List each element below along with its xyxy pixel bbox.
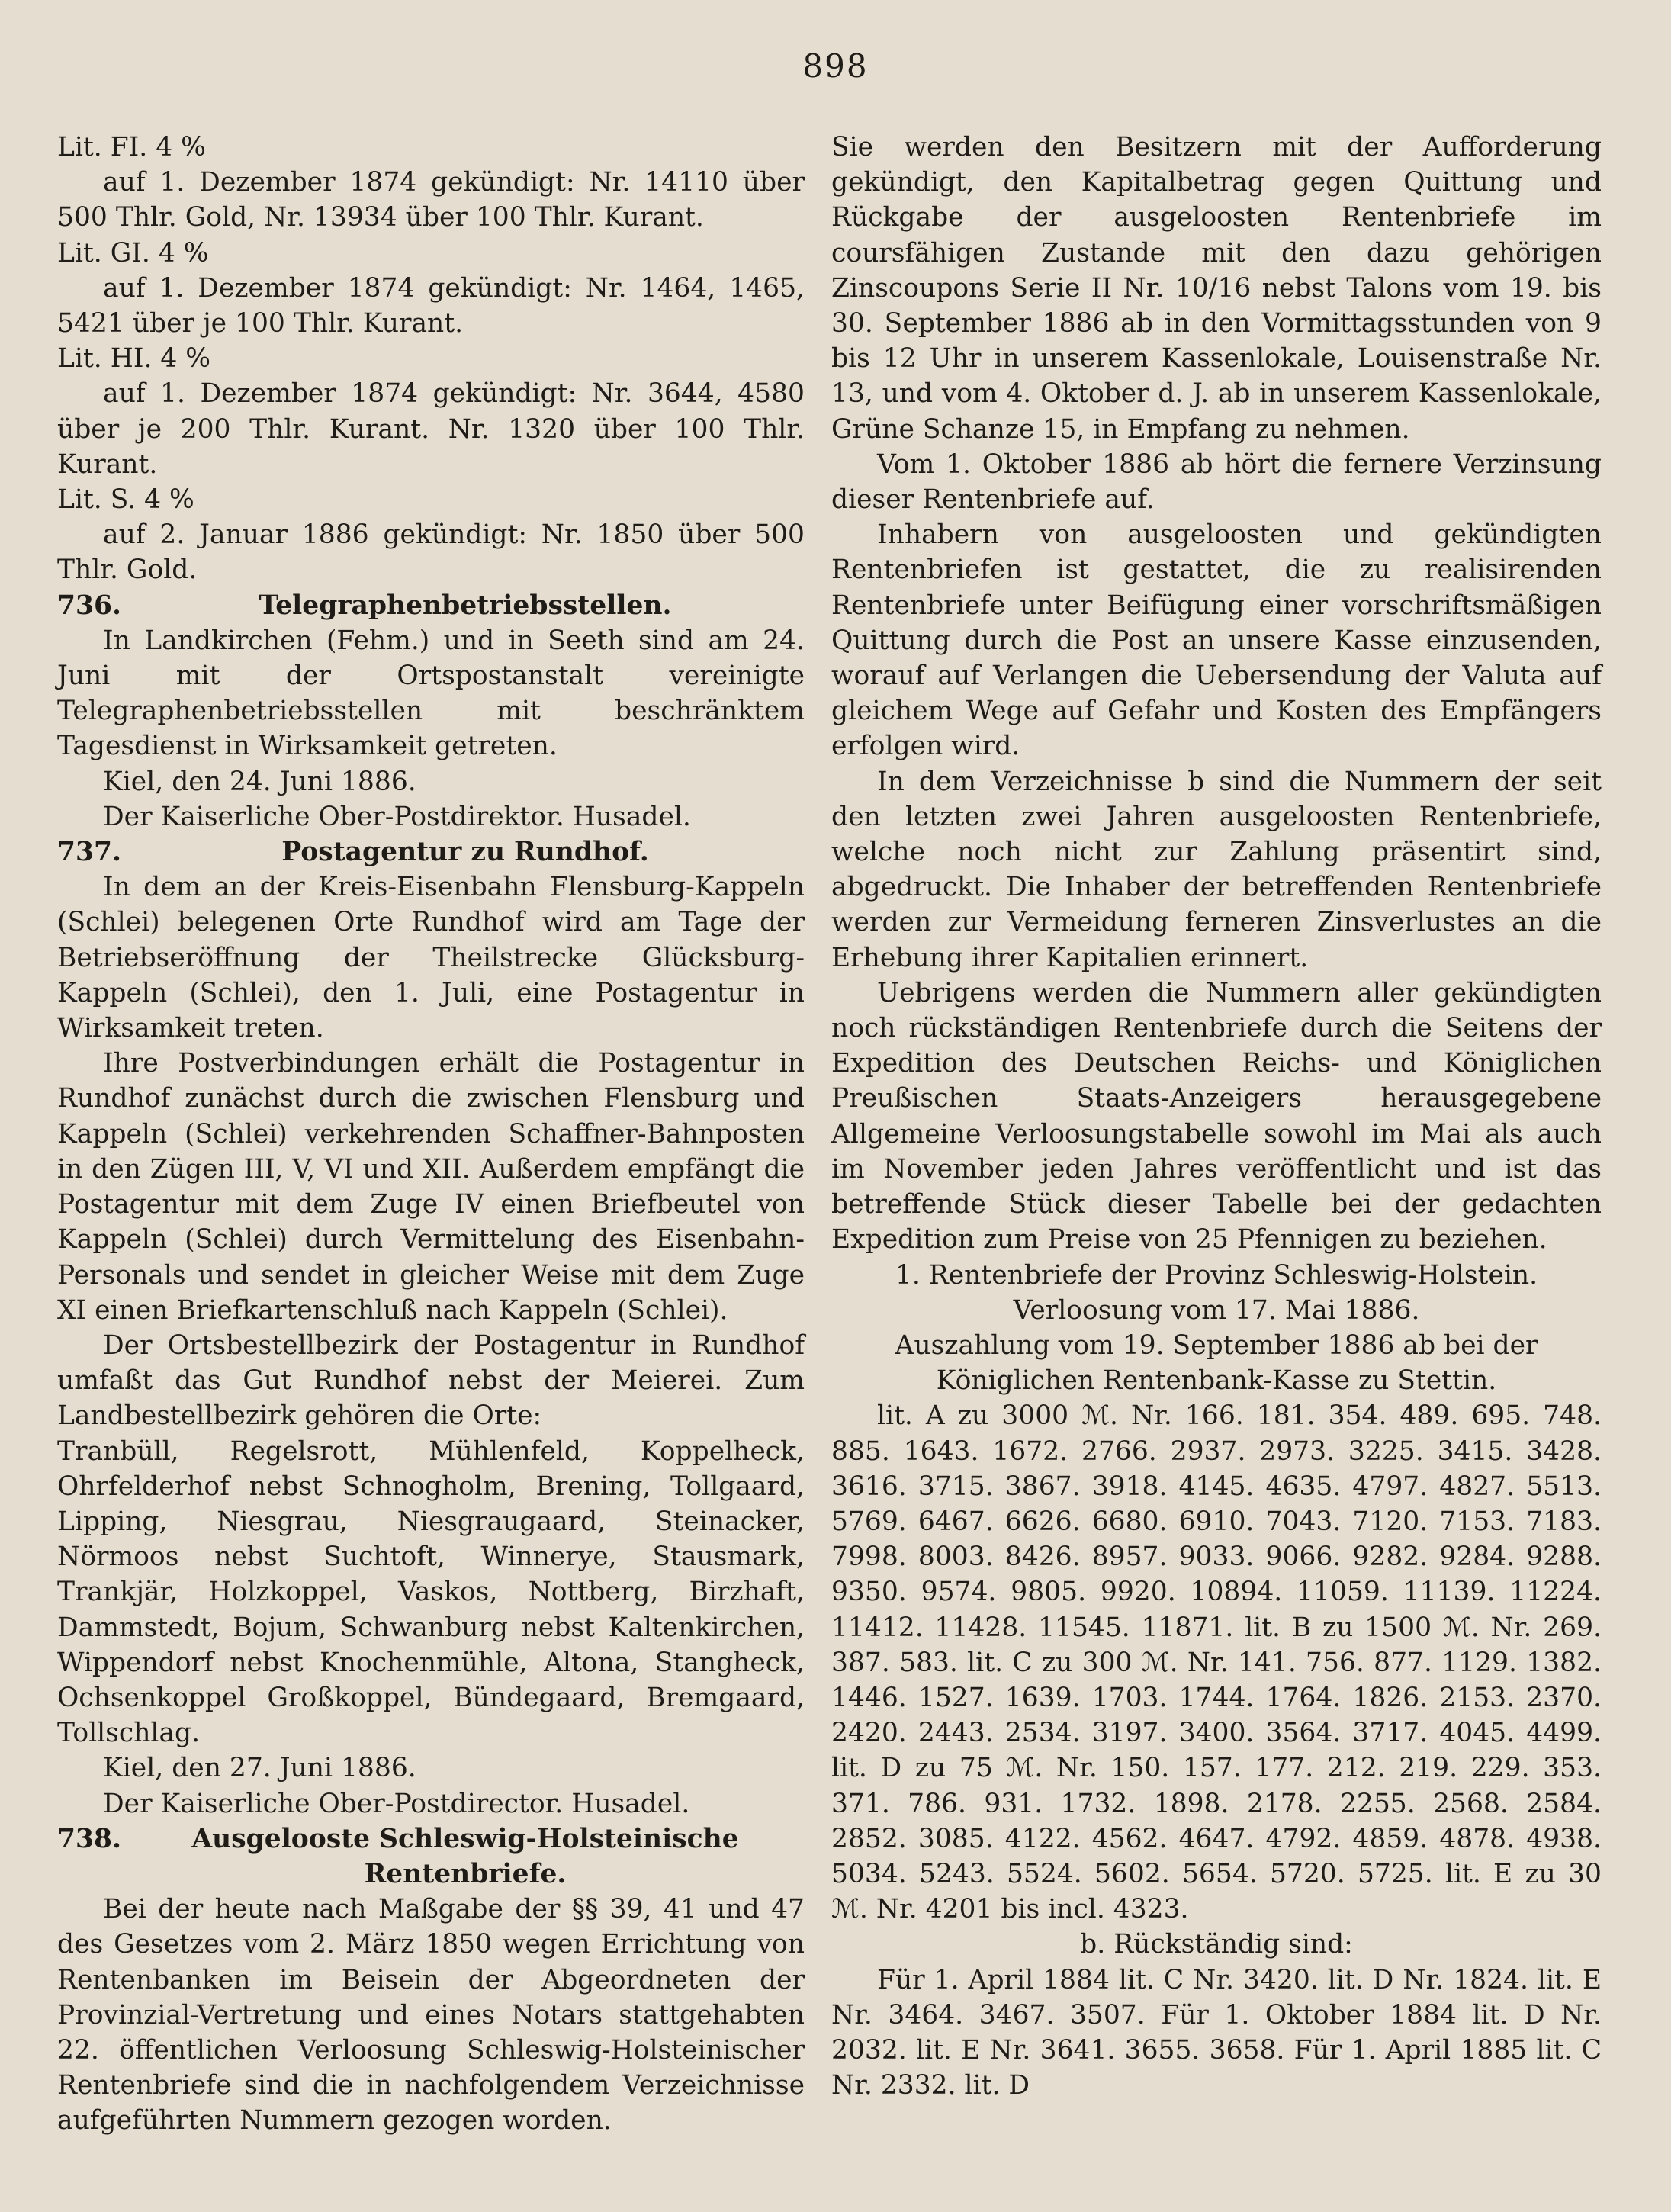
section-737-paragraph-1: In dem an der Kreis-Eisenbahn Flensburg-Kappeln (Schlei) belegenen Orte Rundhof wird am Tage der Betriebseröffnung der Theilstrecke Glücksburg-Kappeln (Schlei), den 1. Juli, eine Postagentur in Wirksamkeit treten.	[57, 872, 805, 1044]
section-737-date: Kiel, den 27. Juni 1886.	[103, 1753, 416, 1784]
section-737-place-list: Tranbüll, Regelsrott, Mühlenfeld, Koppelheck, Ohrfelderhof nebst Schnogholm, Brening, Tollgaard, Lipping, Niesgrau, Niesgraugaard, Steinacker, Nörmoos nebst Suchtoft, Winnerye, Stausmark, Trankjär, Holzkoppel, Vaskos, Nottberg, Birzhaft, Dammstedt, Bojum, Schwanburg nebst Kaltenkirchen, Wippendorf nebst Knochenmühle, Altona, Stangheck, Ochsenkoppel Großkoppel, Bündegaard, Bremgaard, Tollschlag.	[57, 1436, 805, 1749]
section-737-paragraph-3: Der Ortsbestellbezirk der Postagentur in Rundhof umfaßt das Gut Rundhof nebst der Meierei. Zum Landbestellbezirk gehören die Orte:	[57, 1329, 805, 1432]
left-column	[57, 130, 805, 2139]
lit-f-text: auf 1. Dezember 1874 gekündigt: Nr. 14110 über 500 Thlr. Gold, Nr. 13934 über 100 Thlr. Kurant.	[57, 167, 805, 233]
rentenbriefe-heading: 1. Rentenbriefe der Provinz Schleswig-Holstein.	[895, 1259, 1538, 1291]
section-737-heading	[57, 834, 805, 870]
right-paragraph-1: Sie werden den Besitzern mit der Aufforderung gekündigt, den Kapitalbetrag gegen Quittung und Rückgabe der ausgeloosten Rentenbriefe im coursfähigen Zustande mit den dazu gehörigen Zinscoupons Serie II Nr. 10/16 nebst Talons vom 19. bis 30. September 1886 ab in den Vormittagsstunden von 9 bis 12 Uhr in unserem Kassenlokale, Louisenstraße Nr. 13, und vom 4. Oktober d. J. ab in unserem Kassenlokale, Grüne Schanze 15, in Empfang zu nehmen.	[831, 132, 1602, 445]
outstanding-heading: b. Rückständig sind:	[1080, 1929, 1353, 1960]
lit-g-text: auf 1. Dezember 1874 gekündigt: Nr. 1464, 1465, 5421 über je 100 Thlr. Kurant.	[57, 272, 805, 339]
right-paragraph-4: In dem Verzeichnisse b sind die Nummern der seit den letzten zwei Jahren ausgeloosten Rentenbriefe, welche noch nicht zur Zahlung präsentirt sind, abgedruckt. Die Inhaber der betreffenden Rentenbriefe werden zur Vermeidung ferneren Zinsverlustes an die Erhebung ihrer Kapitalien erinnert.	[831, 766, 1602, 973]
section-738-paragraph-1: Bei der heute nach Maßgabe der §§ 39, 41 und 47 des Gesetzes vom 2. März 1850 wegen Errichtung von Rentenbanken im Beisein der Abgeordneten der Provinzial-Vertretung und eines Notars stattgehabten 22. öffentlichen Verloosung Schleswig-Holsteinischer Rentenbriefe sind die in nachfolgendem Verzeichnisse aufgeführten Nummern gezogen worden.	[57, 1894, 805, 2136]
drawn-numbers-list: lit. A zu 3000 ℳ. Nr. 166. 181. 354. 489. 695. 748. 885. 1643. 1672. 2766. 2937. 2973. 3225. 3415. 3428. 3616. 3715. 3867. 3918. 4145. 4635. 4797. 4827. 5513. 5769. 6467. 6626. 6680. 6910. 7043. 7120. 7153. 7183. 7998. 8003. 8426. 8957. 9033. 9066. 9282. 9284. 9288. 9350. 9574. 9805. 9920. 10894. 11059. 11139. 11224. 11412. 11428. 11545. 11871. lit. B zu 1500 ℳ. Nr. 269. 387. 583. lit. C zu 300 ℳ. Nr. 141. 756. 877. 1129. 1382. 1446. 1527. 1639. 1703. 1744. 1764. 1826. 2153. 2370. 2420. 2443. 2534. 3197. 3400. 3564. 3717. 4045. 4499. lit. D zu 75 ℳ. Nr. 150. 157. 177. 212. 219. 229. 353. 371. 786. 931. 1732. 1898. 2178. 2255. 2568. 2584. 2852. 3085. 4122. 4562. 4647. 4792. 4859. 4878. 4938. 5034. 5243. 5524. 5602. 5654. 5720. 5725. lit. E zu 30 ℳ. Nr. 4201 bis incl. 4323.	[831, 1400, 1602, 1925]
lit-h-text: auf 1. Dezember 1874 gekündigt: Nr. 3644, 4580 über je 200 Thlr. Kurant. Nr. 1320 über 100 Thlr. Kurant.	[57, 378, 805, 480]
section-737-number: 737.	[57, 837, 122, 868]
section-737-paragraph-2: Ihre Postverbindungen erhält die Postagentur in Rundhof zunächst durch die zwischen Flensburg und Kappeln (Schlei) verkehrenden Schaffner-Bahnposten in den Zügen III, V, VI und XII. Außerdem empfängt die Postagentur mit dem Zuge IV einen Briefbeutel von Kappeln (Schlei) durch Vermittelung des Eisenbahn-Personals und sendet in gleicher Weise mit dem Zuge XI einen Briefkartenschluß nach Kappeln (Schlei).	[57, 1048, 805, 1326]
section-736-body: In Landkirchen (Fehm.) und in Seeth sind am 24. Juni mit der Ortspostanstalt vereinigte Telegraphenbetriebsstellen mit beschränktem Tagesdienst in Wirksamkeit getreten.	[57, 625, 805, 762]
section-738-heading	[57, 1821, 805, 1892]
lit-h-heading: Lit. HI. 4 %	[57, 343, 211, 375]
section-738-number: 738.	[57, 1823, 122, 1854]
section-736-number: 736.	[57, 590, 122, 621]
section-738-title: Ausgelooste Schleswig-Holsteinische Rentenbriefe.	[191, 1823, 739, 1889]
section-736-signature: Der Kaiserliche Ober-Postdirektor. Husadel.	[103, 801, 691, 832]
outstanding-numbers-list: Für 1. April 1884 lit. C Nr. 3420. lit. D Nr. 1824. lit. E Nr. 3464. 3467. 3507. Für 1. Oktober 1884 lit. D Nr. 2032. lit. E Nr. 3641. 3655. 3658. Für 1. April 1885 lit. C Nr. 2332. lit. D	[831, 1964, 1602, 2101]
auszahlung-heading: Auszahlung vom 19. September 1886 ab bei der	[895, 1329, 1538, 1361]
right-paragraph-2: Vom 1. Oktober 1886 ab hört die fernere Verzinsung dieser Rentenbriefe auf.	[831, 449, 1602, 516]
right-column	[831, 130, 1602, 2103]
rentenbank-heading: Königlichen Rentenbank-Kasse zu Stettin.	[936, 1365, 1497, 1397]
section-737-signature: Der Kaiserliche Ober-Postdirector. Husadel.	[103, 1788, 690, 1819]
section-736-heading	[57, 588, 805, 623]
section-736-title: Telegraphenbetriebsstellen.	[259, 590, 672, 621]
lit-s-text: auf 2. Januar 1886 gekündigt: Nr. 1850 über 500 Thlr. Gold.	[57, 519, 805, 586]
right-paragraph-5: Uebrigens werden die Nummern aller gekündigten noch rückständigen Rentenbriefe durch die Seitens der Expedition des Deutschen Reichs- und Königlichen Preußischen Staats-Anzeigers herausgegebene Allgemeine Verloosungstabelle sowohl im Mai als auch im November jeden Jahres veröffentlicht und ist das betreffende Stück dieser Tabelle bei der gedachten Expedition zum Preise von 25 Pfennigen zu beziehen.	[831, 977, 1602, 1256]
lit-f-heading: Lit. FI. 4 %	[57, 132, 206, 162]
lit-s-heading: Lit. S. 4 %	[57, 484, 194, 516]
right-paragraph-3: Inhabern von ausgeloosten und gekündigten Rentenbriefen ist gestattet, die zu realisirenden Rentenbriefe unter Beifügung einer vorschriftsmäßigen Quittung durch die Post an unsere Kasse einzusenden, worauf auf Verlangen die Uebersendung der Valuta auf gleichem Wege auf Gefahr und Kosten des Empfängers erfolgen wird.	[831, 519, 1602, 762]
lit-g-heading: Lit. GI. 4 %	[57, 237, 209, 268]
page-number: 898	[802, 47, 869, 85]
section-736-date: Kiel, den 24. Juni 1886.	[103, 766, 416, 797]
verloosung-heading: Verloosung vom 17. Mai 1886.	[1013, 1294, 1420, 1326]
section-737-title: Postagentur zu Rundhof.	[281, 837, 649, 868]
